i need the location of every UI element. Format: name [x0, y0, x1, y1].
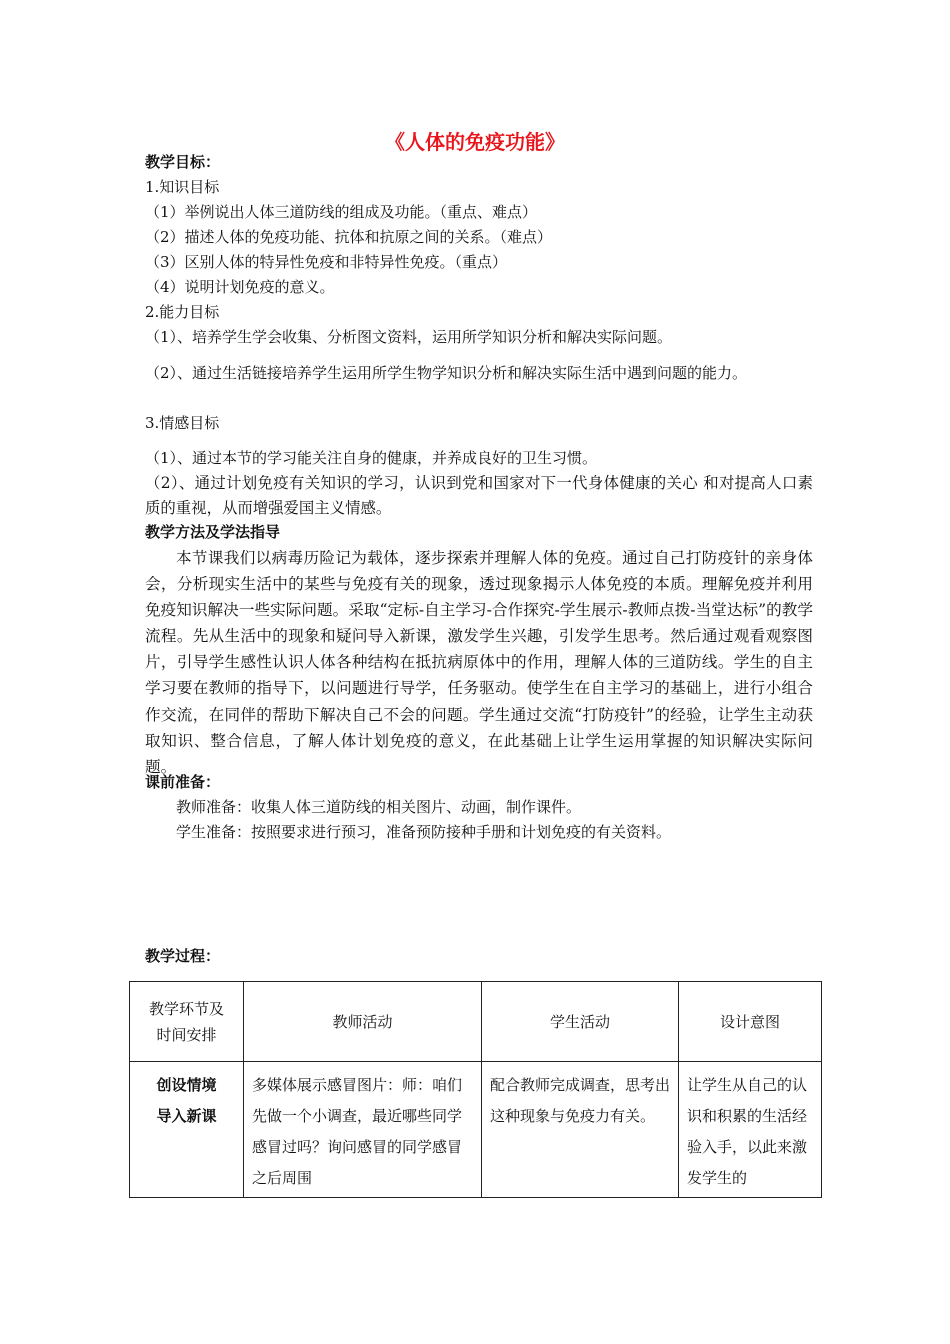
student-preparation: 学生准备：按照要求进行预习，准备预防接种手册和计划免疫的有关资料。 — [176, 823, 672, 841]
knowledge-goal-item: （1）举例说出人体三道防线的组成及功能。（重点、难点） — [145, 203, 538, 221]
ability-goal-item: （1）、培养学生学会收集、分析图文资料，运用所学知识分析和解决实际问题。 — [145, 328, 673, 346]
knowledge-goal-item: （2）描述人体的免疫功能、抗体和抗原之间的关系。（难点） — [145, 228, 553, 246]
teacher-preparation: 教师准备：收集人体三道防线的相关图片、动画，制作课件。 — [176, 798, 582, 816]
knowledge-goals-label: 1.知识目标 — [145, 178, 220, 196]
ability-goals-label: 2.能力目标 — [145, 303, 220, 321]
teaching-process-table — [129, 981, 822, 1198]
emotion-goal-item: （2）、通过计划免疫有关知识的学习，认识到党和国家对下一代身体健康的关心 和对提高人口素质的重视，从而增强爱国主义情感。 — [145, 474, 813, 517]
header-stage: 教学环节及时间安排 — [130, 982, 244, 1062]
header-teacher-activity: 教师活动 — [244, 982, 482, 1062]
design-intent-cell: 让学生从自己的认识和积累的生活经验入手，以此来激发学生的 — [679, 1062, 822, 1198]
stage-cell — [130, 1062, 244, 1198]
method-paragraph: 本节课我们以病毒历险记为载体，逐步探索并理解人体的免疫。通过自己打防疫针的亲身体会，分析现实生活中的某些与免疫有关的现象，透过现象揭示人体免疫的本质。理解免疫并利用免疫知识解决一些实际问题。采取“定标-自主学习-合作探究-学生展示-教师点拨-当堂达标”的教学流程。先从生活中的现象和疑问导入新课，激发学生兴趣，引发学生思考。然后通过观看观察图片，引导学生感性认识人体各种结构在抵抗病原体中的作用，理解人体的三道防线。学生的自主学习要在教师的指导下，以问题进行导学，任务驱动。使学生在自主学习的基础上，进行小组合作交流，在同伴的帮助下解决自己不会的问题。学生通过交流“打防疫针”的经验，让学生主动获取知识、整合信息，了解人体计划免疫的意义，在此基础上让学生运用掌握的知识解决实际问题。 — [145, 549, 813, 776]
knowledge-goal-item: （4）说明计划免疫的意义。 — [145, 278, 335, 296]
student-activity-cell: 配合教师完成调查，思考出这种现象与免疫力有关。 — [482, 1062, 679, 1198]
emotion-goals-label: 3.情感目标 — [145, 414, 220, 432]
table-header-row — [130, 982, 822, 1062]
teacher-activity-cell: 多媒体展示感冒图片：师：咱们先做一个小调查，最近哪些同学感冒过吗？询问感冒的同学感冒之后周围 — [244, 1062, 482, 1198]
header-student-activity: 学生活动 — [482, 982, 679, 1062]
stage-line: 导入新课 — [156, 1107, 217, 1125]
emotion-goal-item: （1）、通过本节的学习能关注自身的健康，并养成良好的卫生习惯。 — [145, 449, 598, 467]
method-heading: 教学方法及学法指导 — [145, 523, 281, 541]
document-title: 《人体的免疫功能》 — [385, 130, 565, 154]
preparation-heading: 课前准备： — [145, 773, 221, 791]
ability-goal-item: （2）、通过生活链接培养学生运用所学生物学知识分析和解决实际生活中遇到问题的能力。 — [145, 364, 748, 382]
knowledge-goal-item: （3）区别人体的特异性免疫和非特异性免疫。（重点） — [145, 253, 508, 271]
table-row — [130, 1062, 822, 1198]
stage-line: 创设情境 — [156, 1076, 217, 1094]
teaching-goals-heading: 教学目标： — [145, 153, 221, 171]
process-heading: 教学过程： — [145, 947, 221, 965]
header-design-intent: 设计意图 — [679, 982, 822, 1062]
